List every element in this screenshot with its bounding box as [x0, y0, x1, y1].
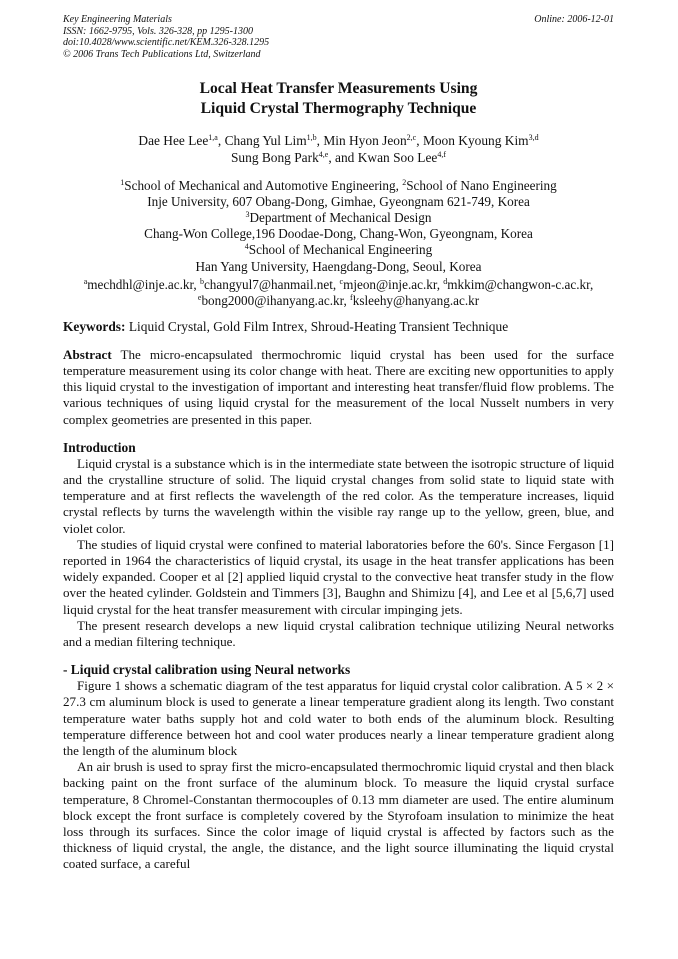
intro-paragraph-1: Liquid crystal is a substance which is in the intermediate state between the isotropic structure of liquid and the crystalline structure of solid. The liquid crystal changes from solid state to liquid state with temperature and at first reflects the wavelength of the red color. As the temperature increases, liquid crystal reflects by turns the wavelength within the visible ray range up to the yellow, green, blue, and violet color. — [63, 455, 614, 536]
author-and: and — [335, 149, 355, 165]
affil-text: Department of Mechanical Design — [249, 209, 432, 225]
paper-page — [63, 14, 614, 873]
intro-paragraph-2: The studies of liquid crystal were confined to material laboratories before the 60's. Since Fergason [1] reported in 1964 the characteristics of liquid crystal, its usage in the heat transfer applications has been widely expanded. Cooper et al [2] applied liquid crystal to the convective heat transfer study in the flow over the heated cylinder. Goldstein and Timmers [3], Baughn and Shimizu [4], and Lee et al [5,6,7] used liquid crystal for the heat transfer measurement with circular impinging jets. — [63, 536, 614, 617]
author-name: Moon Kyoung Kim — [422, 133, 529, 149]
email-line-2 — [63, 293, 614, 309]
journal-header — [63, 14, 614, 60]
abstract-label: Abstract — [63, 346, 112, 362]
section-heading-calibration: - Liquid crystal calibration using Neural networks — [63, 662, 351, 678]
issn-line: ISSN: 1662-9795, Vols. 326-328, pp 1295-1300 — [63, 25, 253, 37]
title-line-1: Local Heat Transfer Measurements Using — [199, 80, 478, 98]
affiliation-line: Han Yang University, Haengdang-Dong, Seoul, Korea — [195, 258, 482, 274]
author-sup: 2,c — [406, 133, 417, 143]
author-sup: 1,a — [208, 133, 218, 143]
keywords-label: Keywords: — [63, 318, 126, 334]
affiliation-line — [63, 242, 614, 258]
email-sup: a — [83, 276, 88, 286]
affiliations — [63, 178, 614, 275]
abstract-text: The micro-encapsulated thermochromic liquid crystal has been used for the surface temperature measurement using its color change with heat. There are exciting new opportunities to apply this liquid crystal to the investigation of important and interesting heat transfer/fluid flow problems. The various techniques of using liquid crystal for the measurement of the local Nusselt numbers in very complex geometries are presented in this paper. — [63, 346, 614, 427]
author-line-2: Sung Bong Park$^{4,e}$, and Kwan Soo Lee$^{4,f}$ — [230, 149, 447, 165]
author-sup: 4,e — [318, 149, 329, 159]
email-sup: f — [350, 292, 353, 302]
affil-sup: 3 — [245, 209, 250, 219]
affil-sup: 4 — [244, 242, 249, 252]
title-line-2: Liquid Crystal Thermography Technique — [200, 100, 477, 118]
email-sup: c — [339, 276, 344, 286]
affil-sup: 2 — [402, 177, 407, 187]
author-name: Sung Bong Park — [230, 149, 319, 165]
affiliation-line — [63, 210, 614, 226]
email-list — [63, 277, 614, 309]
email: mechdhl@inje.ac.kr, — [87, 276, 197, 292]
affiliation-line: Inje University, 607 Obang-Dong, Gimhae, Gyeongnam 621-749, Korea — [147, 193, 530, 209]
author-sup: 4,f — [437, 149, 447, 159]
email-sup: d — [443, 276, 448, 286]
email: mkkim@changwon-c.ac.kr, — [447, 276, 594, 292]
copyright-line: © 2006 Trans Tech Publications Ltd, Switzerland — [63, 48, 261, 60]
author-name: Kwan Soo Lee — [357, 149, 438, 165]
affil-sup: 1 — [120, 177, 125, 187]
calibration-paragraph-1: Figure 1 shows a schematic diagram of the test apparatus for liquid crystal color calibration. A 5 × 2 × 27.3 cm aluminum block is used to generate a linear temperature gradient along its length. Two constant temperature water baths supply hot and cold water to both ends of the aluminum block. Resulting temperature difference between hot and cool water produces nearly a linear temperature gradient along the length of the aluminum block — [63, 678, 614, 759]
author-list — [63, 133, 614, 166]
email: ksleehy@hanyang.ac.kr — [352, 292, 480, 308]
calibration-paragraph-2: An air brush is used to spray first the micro-encapsulated thermochromic liquid crystal and then black backing paint on the front surface of the aluminum block. To measure the liquid crystal surface temperature, 8 Chromel-Constantan thermocouples of 0.13 mm diameter are used. The entire aluminum block except the front surface is completely covered by the Styrofoam insulation to minimize the heat loss through its surfaces. Since the color image of liquid crystal is affected by factors such as the thickness of liquid crystal, the angle, the distance, and the light source illuminating the liquid crystal coated surface, a careful — [63, 759, 614, 872]
author-sup: 3,d — [528, 133, 539, 143]
affiliation-line: Chang-Won College,196 Doodae-Dong, Chang-Won, Gyeongnam, Korea — [144, 226, 533, 242]
doi-line: doi:10.4028/www.scientific.net/KEM.326-328.1295 — [63, 37, 270, 49]
author-sup: 1,b — [306, 133, 317, 143]
affil-text: School of Mechanical and Automotive Engineering, — [124, 177, 403, 193]
paper-title — [63, 79, 614, 119]
email: mjeon@inje.ac.kr, — [343, 276, 440, 292]
author-name: Chang Yul Lim — [224, 133, 307, 149]
email: bong2000@ihanyang.ac.kr, — [201, 292, 347, 308]
affiliation-line — [63, 178, 614, 194]
affil-text: School of Nano Engineering — [406, 177, 557, 193]
email-sup: b — [199, 276, 204, 286]
section-heading-introduction: Introduction — [63, 439, 136, 455]
email-sup: e — [197, 292, 202, 302]
affil-text: School of Mechanical Engineering — [248, 242, 433, 258]
author-line-1: Dae Hee Lee$^{1,a}$, Chang Yul Lim$^{1,b}$, Min Hyon Jeon$^{2,c}$, Moon Kyoung Kim$^{3,d}$ — [138, 133, 539, 149]
abstract — [63, 347, 614, 428]
email: changyul7@hanmail.net, — [203, 276, 337, 292]
journal-name: Key Engineering Materials — [63, 14, 172, 25]
keywords-text: Liquid Crystal, Gold Film Intrex, Shroud-Heating Transient Technique — [128, 318, 509, 334]
keywords — [63, 319, 614, 335]
online-date: Online: 2006-12-01 — [534, 14, 614, 25]
author-name: Min Hyon Jeon — [323, 133, 407, 149]
email-line-1 — [63, 277, 614, 293]
author-name: Dae Hee Lee — [138, 133, 209, 149]
intro-paragraph-3: The present research develops a new liquid crystal calibration technique utilizing Neural networks and a median filtering technique. — [63, 617, 614, 650]
